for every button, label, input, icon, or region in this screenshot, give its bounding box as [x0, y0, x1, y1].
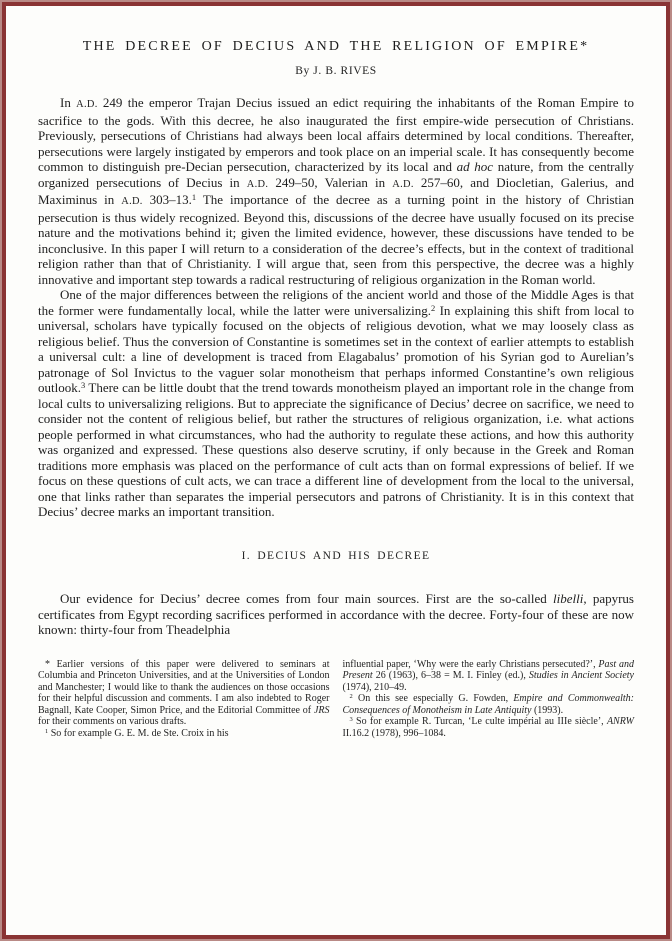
paragraph-religions: One of the major differences between the religions of the ancient world and those of the Middle Ages is that the former were fundamentally local, while the latter were universalizing.$^2$ In explaining this shift from local to universal, scholars have typically focused on the objects of religious devotion, what we may loosely class as religious belief. Thus the conversion of Constantine is sometimes set in the context of earlier attempts to establish a universal cult: a line of development is traced from Elagabalus’ promotion of his Syrian god to Aurelian’s patronage of Sol Invictus to the vaguer solar monotheism that perhaps informed Constantine’s own religious outlook.$^3$ There can be little doubt that the trend towards monotheism played an important role in the change from local cults to universalizing religions. But to appreciate the significance of Decius’ decree on sacrifice, we need to consider not the content of religious belief, but rather the structures of religious organization, i.e. what actions people performed in what circumstances, who had the authority to regulate these actions, and how this authority was organized and expressed. These questions also deserve scrutiny, if only because in the Greek and Roman traditions more emphasis was placed on the performance of cult acts than on formal expressions of belief. If we focus on these questions of cult acts, we can trace a different line of development from the local to the universal, one that links rather than separates the imperial persecutors and patrons of Christianity. It is in this context that Decius’ decree marks an important transition.	[38, 287, 634, 519]
footnote-column-left	[38, 659, 330, 740]
journal-page	[6, 6, 666, 935]
scan-border	[2, 2, 670, 939]
footnote-1-continuation: influential paper, ‘Why were the early Christians persecuted?’, Past and Present 26 (1963), 6–38 = M. I. Finley (ed.), Studies in Ancient Society (1974), 210–49.	[342, 658, 634, 693]
article-title: THE DECREE OF DECIUS AND THE RELIGION OF EMPIRE*	[82, 39, 590, 54]
paragraph-intro: In A.D. 249 the emperor Trajan Decius issued an edict requiring the inhabitants of the Roman Empire to sacrifice to the gods. With this decree, he also inaugurated the first empire-wide persecution of Christians. Previously, persecutions of Christians had always been local affairs determined by local conditions. Thereafter, persecutions were largely instigated by emperors and took place on an imperial scale. It has consequently become common to distinguish pre-Decian persecution, characterized by its local and ad hoc nature, from the centrally organized persecutions of Decius in A.D. 249–50, Valerian in A.D. 257–60, and Diocletian, Galerius, and Maximinus in A.D. 303–13.$^1$ The importance of the decree as a turning point in the history of Christian persecution is thus widely recognized. Beyond this, discussions of the decree have usually focused on its precise nature and the motivations behind it; given the limited evidence, however, these discussions have tended to be inconclusive. In this paper I will return to a consideration of the decree’s effects, but in the context of traditional religion rather than that of Christianity. I will argue that, seen from this perspective, the decree was a highly innovative and important step towards a radical restructuring of religious organization in the Roman world.	[38, 95, 635, 287]
article-byline: By J. B. RIVES	[295, 65, 377, 77]
footnotes-block	[38, 659, 634, 740]
article-body	[38, 95, 634, 638]
footnote-2: $^2$ On this see especially G. Fowden, Empire and Commonwealth: Consequences of Monotheism in Late Antiquity (1993).	[342, 693, 634, 716]
paragraph-evidence: Our evidence for Decius’ decree comes from four main sources. First are the so-called libelli, papyrus certificates from Egypt recording sacrifices performed in accordance with the decree. Forty-four of these are now known: thirty-four from Theadelphia	[38, 591, 634, 637]
footnote-acknowledgements: * Earlier versions of this paper were delivered to seminars at Columbia and Princeton Universities, and at the Universities of London and Manchester; I would like to thank the audiences on those occasions for their helpful discussion and comments. I am also indebted to Roger Bagnall, Kate Cooper, Simon Price, and the Editorial Committee of JRS for their comments on various drafts.	[38, 658, 330, 728]
footnote-1-start: $^1$ So for example G. E. M. de Ste. Croix in his	[45, 727, 229, 740]
footnote-column-right	[343, 659, 635, 740]
section-heading: I. DECIUS AND HIS DECREE	[241, 549, 431, 562]
footnote-3: $^3$ So for example R. Turcan, ‘Le culte impérial au IIIe siècle’, ANRW II.16.2 (1978), 996–1084.	[342, 716, 634, 740]
